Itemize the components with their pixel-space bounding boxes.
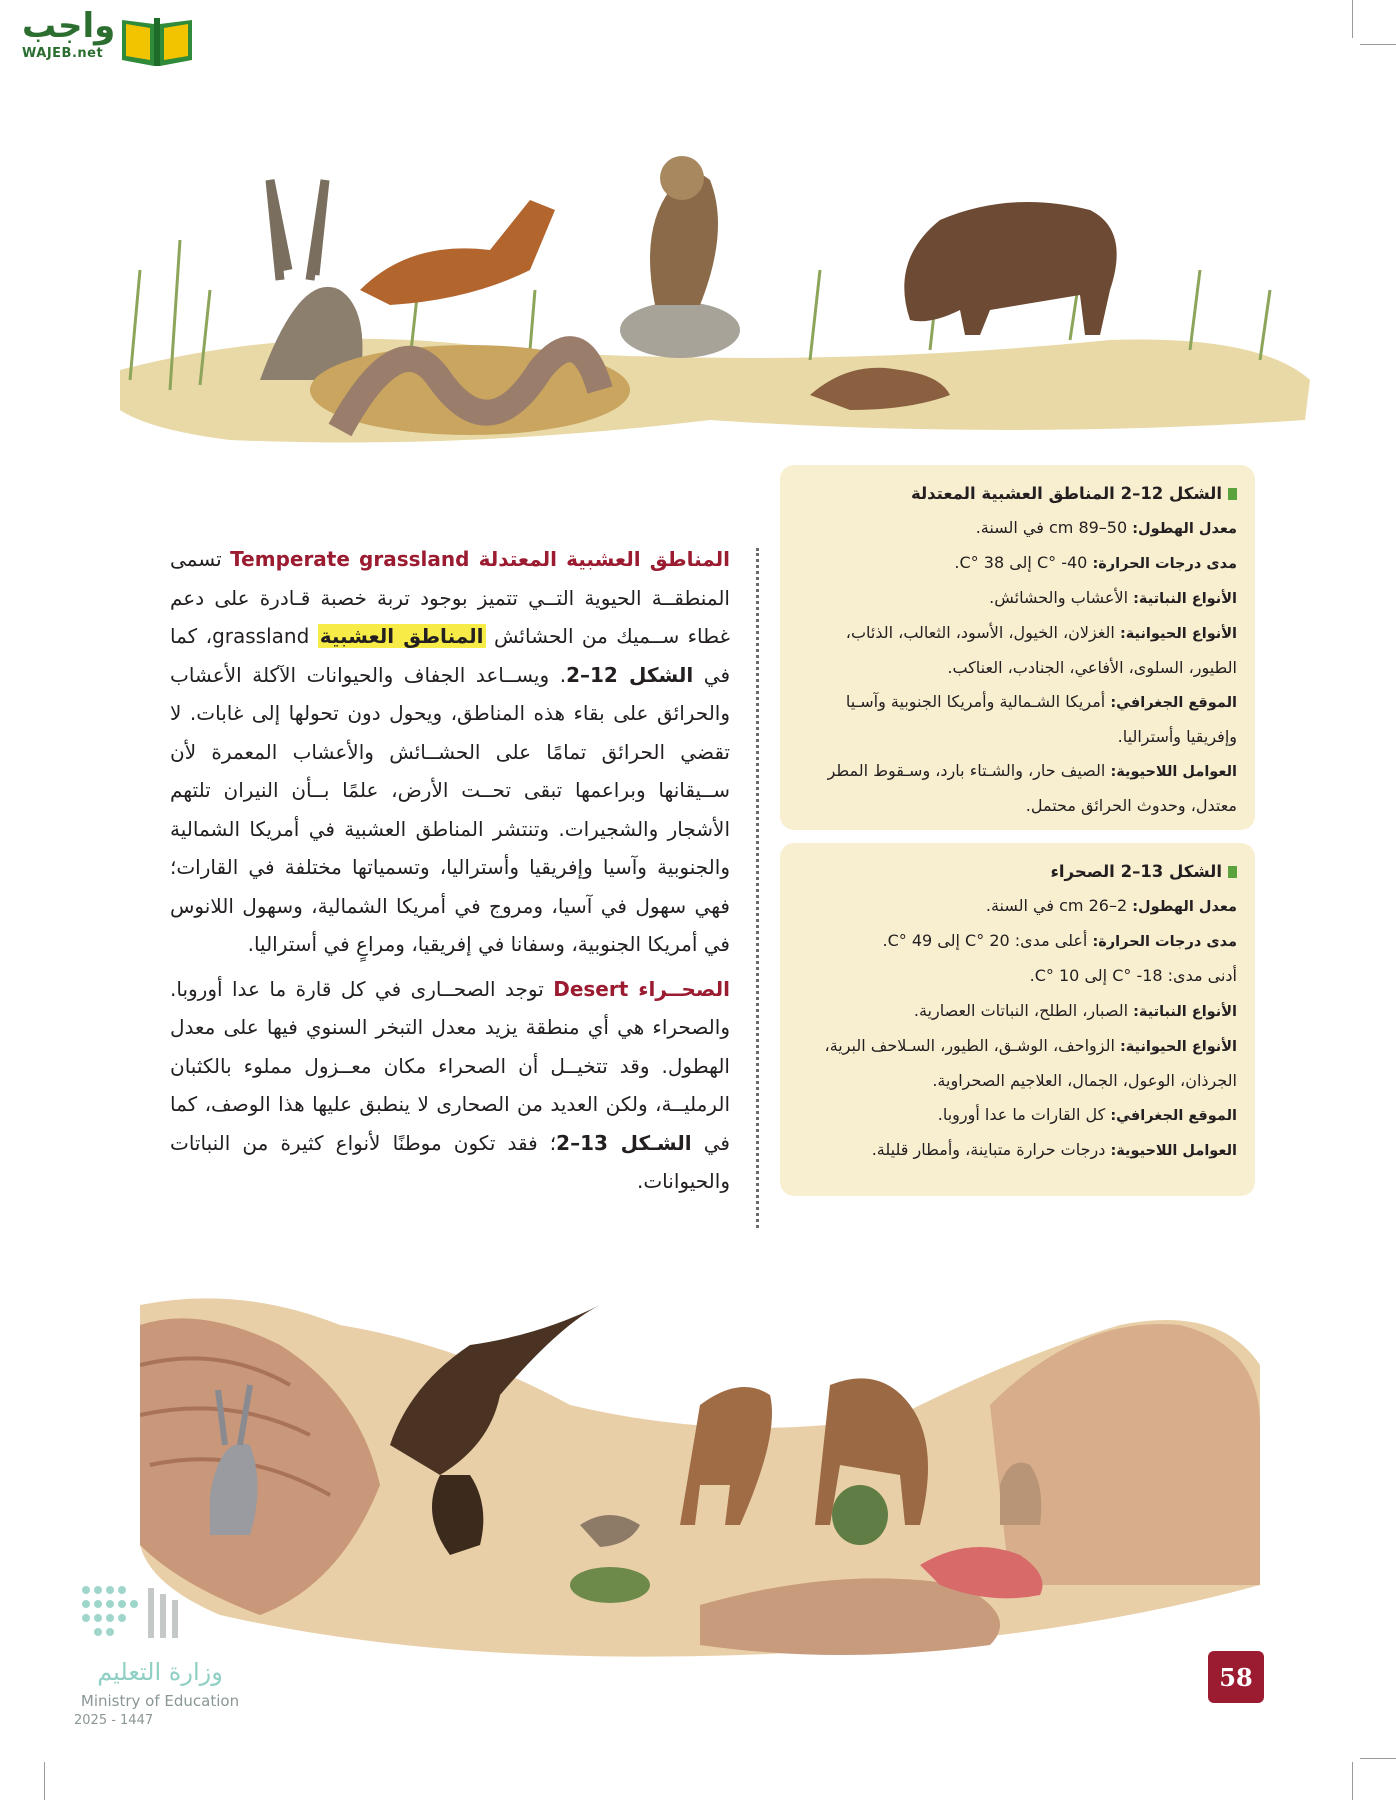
ministry-name-english: Ministry of Education xyxy=(80,1692,240,1710)
info-row xyxy=(794,1133,1237,1168)
text-span: grassland، كما في xyxy=(170,624,731,687)
wajeb-logo[interactable] xyxy=(10,6,190,66)
info-row xyxy=(794,546,1237,581)
row-value: 40- °C إلى 38 °C. xyxy=(954,553,1093,572)
row-label: مدى درجات الحرارة: xyxy=(1092,934,1237,950)
crop-mark xyxy=(1352,0,1353,38)
info-box-grassland xyxy=(780,465,1255,830)
row-value: درجات حرارة متباينة، وأمطار قليلة. xyxy=(871,1140,1111,1159)
ministry-logo xyxy=(74,1580,264,1730)
crop-mark xyxy=(1360,1758,1396,1759)
column-divider xyxy=(756,548,759,1228)
row-label: الأنواع النباتية: xyxy=(1133,1004,1237,1020)
row-label: معدل الهطول: xyxy=(1132,521,1237,537)
row-value: أعلى مدى: 20 °C إلى 49 °C. xyxy=(882,931,1093,950)
row-label: الموقع الجغرافي: xyxy=(1110,1108,1237,1124)
bullet-icon xyxy=(1228,488,1237,500)
row-value: أدنى مدى: 18- °C إلى 10 °C. xyxy=(1029,966,1237,985)
info-row xyxy=(794,1029,1237,1098)
main-text xyxy=(170,540,730,1207)
box-title-text: الشكل 12–2 المناطق العشبية المعتدلة xyxy=(910,484,1222,503)
info-row xyxy=(794,581,1237,616)
info-row xyxy=(794,616,1237,685)
highlight-grassland: المناطق العشبية xyxy=(319,624,484,648)
text-span: ؛ فقد تكون موطنًا لأنواع كثيرة من النباتات والحيوانات. xyxy=(170,1130,730,1193)
text-span: تسمى المنطقــة الحيوية التــي تتميز بوجود تربة خصبة قـادرة على دعم غطاء ســميك من الحشائش xyxy=(170,547,730,648)
text-span: توجد الصحــارى في كل قارة ما عدا أوروبا. والصحراء هي أي منطقة يزيد معدل التبخر السنوي فيها على معدل الهطول. وقد تتخيــل أن الصحراء مكان معــزول مملوء بالكثبان الرمليــة، ولكن العديد من الصحارى لا ينطبق عليها هذا الوصف، كما في xyxy=(170,976,730,1155)
row-value: كل القارات ما عدا أوروبا. xyxy=(937,1105,1111,1124)
box-title xyxy=(794,855,1237,889)
info-row xyxy=(794,889,1237,924)
row-value: الصيف حار، والشـتاء بارد، وسـقوط المطر معتدل، وحدوث الحرائق محتمل. xyxy=(827,761,1237,815)
info-row xyxy=(794,924,1237,959)
info-row xyxy=(794,685,1237,754)
bison-shape xyxy=(904,202,1116,335)
row-value: الغزلان، الخيول، الأسود، الثعالب، الذئاب، الطيور، السلوى، الأفاعي، الجنادب، العناكب. xyxy=(845,623,1237,677)
term-desert: الصحــراء Desert xyxy=(553,976,730,1001)
info-row xyxy=(794,1098,1237,1133)
logo-word: واجب xyxy=(22,6,116,46)
row-value: 50–89 cm في السنة. xyxy=(975,518,1133,537)
row-value: الصبار، الطلح، النباتات العصارية. xyxy=(913,1001,1134,1020)
row-label: الموقع الجغرافي: xyxy=(1110,695,1237,711)
row-label: العوامل اللاحيوية: xyxy=(1110,764,1237,780)
ministry-year: 2025 - 1447 xyxy=(74,1713,154,1728)
info-box-desert xyxy=(780,843,1255,1196)
row-value: الزواحف، الوشـق، الطيور، السـلاحف البرية، الجرذان، الوعول، الجمال، العلاجيم الصحراوية. xyxy=(824,1036,1237,1090)
row-label: الأنواع النباتية: xyxy=(1133,591,1237,607)
ferret-shape xyxy=(360,200,555,305)
row-value: الأعشاب والحشائش. xyxy=(989,588,1134,607)
figure-ref-13-2[interactable]: الشـكل 13–2 xyxy=(556,1130,692,1155)
grassland-illustration xyxy=(110,120,1320,505)
paragraph-desert xyxy=(170,970,730,1201)
row-value: 2–26 cm في السنة. xyxy=(985,896,1133,915)
logo-site: WAJEB.net xyxy=(22,46,104,61)
box-title xyxy=(794,477,1237,511)
figure-ref-12-2[interactable]: الشكل 12–2 xyxy=(566,662,694,687)
text-span: . ويســاعد الجفاف والحيوانات الآكلة الأعشاب والحرائق على بقاء هذه المناطق، ويحول دون تحولها إلى غابات. لا تقضي الحرائق تمامًا على الحشــائش والأعشاب المعمرة لأن ســيقانها وبراعمها تبقى تحــت الأرض، علمًا بــأن النيران تلتهم الأشجار والشجيرات. وتنتشر المناطق العشبية في أمريكا الشمالية والجنوبية وآسيا وإفريقيا وأستراليا، وتسمياتها مختلفة في القارات؛ فهي سهول في آسيا، ومروج في أمريكا الشمالية، وسهول اللانوس في أمريكا الجنوبية، وسفانا في إفريقيا، ومراعٍ في أستراليا. xyxy=(170,662,730,956)
page-number: 58 xyxy=(1208,1651,1264,1703)
row-label: معدل الهطول: xyxy=(1132,899,1237,915)
crop-mark xyxy=(1352,1762,1353,1800)
box-title-text: الشكل 13–2 الصحراء xyxy=(1050,862,1222,881)
term-temperate-grassland: المناطق العشبية المعتدلة Temperate grassland xyxy=(230,547,731,571)
row-label: العوامل اللاحيوية: xyxy=(1110,1143,1237,1159)
info-row xyxy=(794,754,1237,823)
row-label: الأنواع الحيوانية: xyxy=(1119,626,1237,642)
row-label: الأنواع الحيوانية: xyxy=(1119,1039,1237,1055)
paragraph-grassland xyxy=(170,540,730,964)
desert-illustration xyxy=(140,1285,1270,1665)
row-value: أمريكا الشـمالية وأمريكا الجنوبية وآسـيا وإفريقيا وأستراليا. xyxy=(845,692,1237,746)
ministry-name-arabic: وزارة التعليم xyxy=(97,1658,223,1686)
bullet-icon xyxy=(1228,866,1237,878)
crop-mark xyxy=(44,1762,45,1800)
info-row xyxy=(794,959,1237,994)
ministry-emblem-icon xyxy=(78,1580,188,1650)
row-label: مدى درجات الحرارة: xyxy=(1092,556,1237,572)
crop-mark xyxy=(1360,44,1396,45)
info-row xyxy=(794,994,1237,1029)
book-icon xyxy=(118,10,196,68)
info-row xyxy=(794,511,1237,546)
